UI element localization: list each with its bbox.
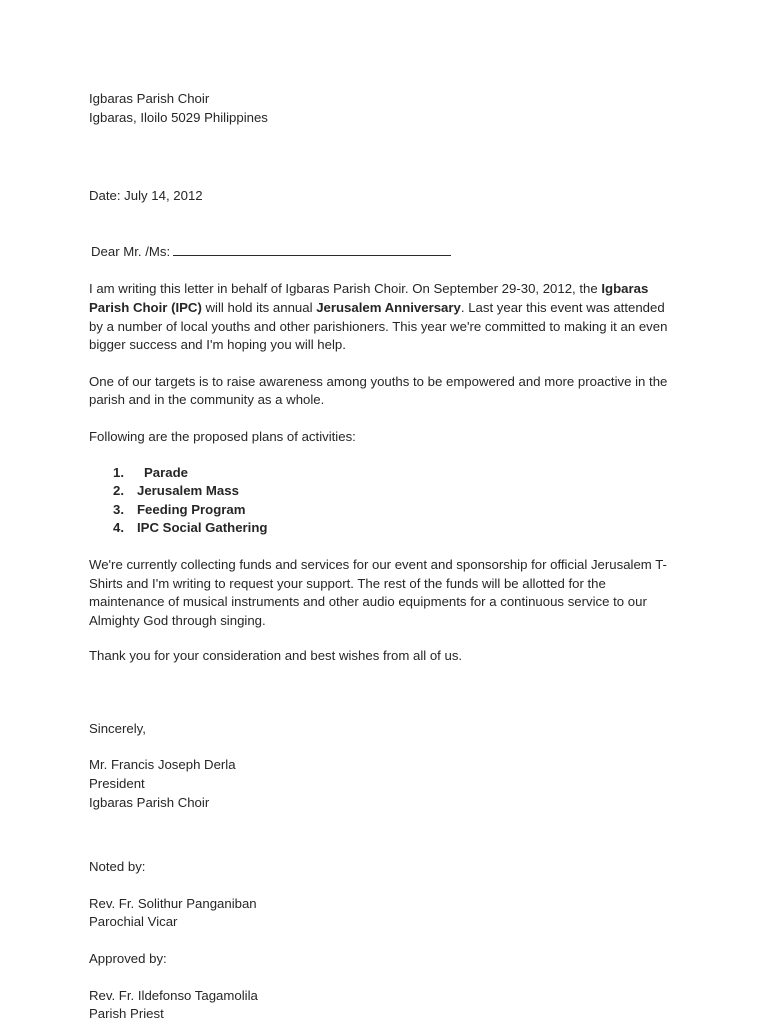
spacer-after-approved-by-label <box>89 969 679 987</box>
spacer-after-salutation <box>89 261 679 280</box>
letter-body <box>89 90 679 1024</box>
list-item-label: IPC Social Gathering <box>137 520 268 536</box>
paragraph-intro-part1: I am writing this letter in behalf of Igbaras Parish Choir. On September 29-30, 2012, the <box>89 281 602 297</box>
spacer-before-noted-by <box>89 812 679 858</box>
salutation-fill-line[interactable] <box>173 244 451 256</box>
paragraph-thanks: Thank you for your consideration and best wishes from all of us. <box>89 648 463 664</box>
list-item <box>113 482 679 501</box>
spacer-after-letterhead <box>89 127 679 187</box>
paragraph-funds: We're currently collecting funds and services for our event and sponsorship for official Jerusalem T-Shirts and I'm writing to request your support. The rest of the funds will be allotted for the maintenance of musical instruments and other audio equipments for a continuous service to our Almighty God through singing. <box>89 556 667 628</box>
paragraph-intro-part3: . Last year this event was attended by a number of local youths and other parishioners. This year we're committed to making it an even bigger success and I'm hoping you will help. <box>89 299 668 353</box>
noted-by-label: Noted by: <box>89 859 146 875</box>
spacer-before-approved-by <box>89 932 679 950</box>
valediction: Sincerely, <box>89 720 146 736</box>
list-item-label: Parade <box>144 464 188 480</box>
approved-by-title: Parish Priest <box>89 1006 164 1022</box>
paragraph-activities-intro: Following are the proposed plans of activities: <box>89 428 356 444</box>
list-item-number: 3. <box>113 501 124 517</box>
list-item-label: Jerusalem Mass <box>137 483 239 499</box>
letterhead-address: Igbaras, Iloilo 5029 Philippines <box>89 109 268 125</box>
spacer-before-list <box>89 447 679 464</box>
spacer-after-paragraph-intro <box>89 355 679 373</box>
spacer-after-paragraph-funds <box>89 630 679 647</box>
paragraph-targets: One of our targets is to raise awareness among youths to be empowered and more proactive in the parish and in the community as a whole. <box>89 373 668 408</box>
list-item-number: 2. <box>113 483 124 499</box>
list-item-label: Feeding Program <box>137 501 246 517</box>
spacer-before-closing <box>89 666 679 720</box>
activities-list <box>113 464 679 538</box>
list-item <box>113 464 679 483</box>
paragraph-intro-part2: will hold its annual <box>201 299 317 315</box>
list-item <box>113 501 679 520</box>
approved-by-label: Approved by: <box>89 951 167 967</box>
list-item-number: 1. <box>113 464 124 480</box>
spacer-after-valediction <box>89 738 679 756</box>
salutation-row <box>89 243 679 262</box>
spacer-after-paragraph-targets <box>89 410 679 428</box>
signer-name: Mr. Francis Joseph Derla <box>89 757 236 773</box>
spacer-after-noted-by-label <box>89 877 679 895</box>
signer-title: President <box>89 776 145 792</box>
paragraph-intro-bold-anniversary: Jerusalem Anniversary <box>316 299 461 315</box>
approved-by-block <box>89 950 679 1024</box>
spacer-after-list <box>89 538 679 556</box>
paragraph-intro <box>89 280 679 354</box>
approved-by-name: Rev. Fr. Ildefonso Tagamolila <box>89 987 258 1003</box>
signature-block <box>89 756 679 812</box>
noted-by-block <box>89 858 679 932</box>
salutation-label: Dear Mr. /Ms: <box>91 243 171 259</box>
letterhead-organization: Igbaras Parish Choir <box>89 91 210 106</box>
date-line: Date: July 14, 2012 <box>89 188 203 204</box>
list-item <box>113 519 679 538</box>
letterhead <box>89 90 679 127</box>
noted-by-title: Parochial Vicar <box>89 914 178 930</box>
noted-by-name: Rev. Fr. Solithur Panganiban <box>89 895 257 911</box>
list-item-number: 4. <box>113 520 124 536</box>
paragraph-intro-bold-ipc: Igbaras Parish Choir (IPC) <box>89 281 649 315</box>
signer-organization: Igbaras Parish Choir <box>89 794 210 810</box>
spacer-after-date <box>89 206 679 243</box>
